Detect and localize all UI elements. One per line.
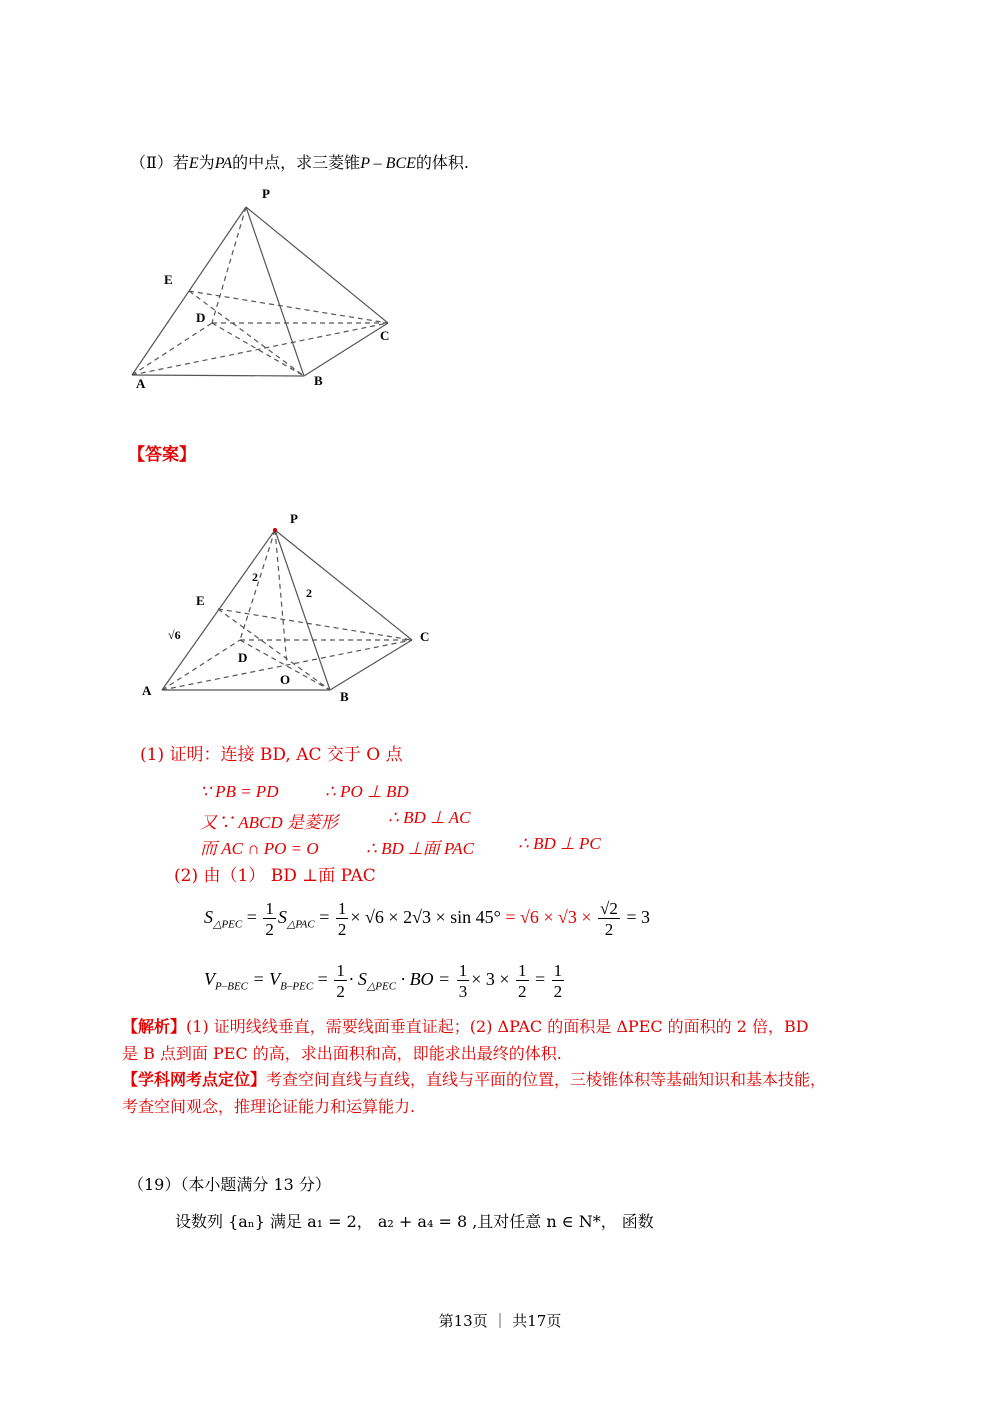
formula-area: $S_{\triangle PEC}$ = $\frac{1}{2}$ $S_{\triangle PAC}$ = $\frac{1}{2}$ × √6 × 2√3 × sin 45° = √6 × √3 × $\frac{√2}{2}$ = 3	[204, 899, 651, 939]
proof-line-4c: ∴ BD ⊥ PC	[518, 834, 601, 853]
edge-PB-length: 2	[306, 586, 312, 600]
label-B: B	[340, 689, 349, 704]
label-B: B	[314, 373, 323, 388]
proof-line-5: (2) 由（1） BD ⊥面 PAC	[174, 866, 376, 886]
analysis-line-2: 是 B 点到面 PEC 的高，求出面积和高，即能求出最终的体积.	[122, 1044, 562, 1063]
proof-line-4a: 而 AC ∩ PO = O	[200, 839, 319, 858]
label-A: A	[142, 683, 152, 698]
pyramid-figure-1	[120, 180, 420, 400]
label-P: P	[262, 186, 270, 201]
edge-EA-length: √6	[168, 628, 181, 642]
label-C: C	[420, 629, 430, 644]
proof-line-2b: ∴ PO ⊥ BD	[325, 782, 409, 801]
label-E: E	[164, 272, 173, 287]
analysis-line-1: 【解析】(1) 证明线线垂直，需要线面垂直证起；(2) ΔPAC 的面积是 ΔPEC 的面积的 2 倍，BD	[122, 1017, 809, 1036]
part2-question: （Ⅱ）若E为PA的中点，求三菱锥P – BCE的体积.	[130, 153, 469, 172]
proof-line-1: (1) 证明：连接 BD, AC 交于 O 点	[140, 745, 403, 765]
answer-header: 【答案】	[128, 445, 196, 465]
pyramid-figure-2	[130, 505, 440, 705]
position-line-2: 考查空间观念，推理论证能力和运算能力.	[122, 1097, 416, 1116]
label-P: P	[290, 511, 298, 526]
q19-heading: （19）（本小题满分 13 分）	[128, 1175, 331, 1194]
proof-line-2a: ∵ PB = PD	[200, 782, 279, 801]
proof-line-4b: ∴ BD ⊥面 PAC	[366, 839, 474, 858]
formula-volume: $V_{P-BEC} = V_{B-PEC}$ = $\frac{1}{2}$ · $S_{\triangle PEC}$ · BO = $\frac{1}{3}$ × 3 × $\frac{1}{2}$ = $\frac{1}{2}$	[204, 961, 563, 1001]
label-O: O	[280, 672, 291, 687]
proof-line-3b: ∴ BD ⊥ AC	[388, 808, 471, 827]
label-A: A	[136, 376, 146, 391]
label-E: E	[196, 593, 205, 608]
page-footer: 第13页 ｜ 共17页	[438, 1312, 562, 1330]
label-D: D	[238, 650, 248, 665]
q19-body: 设数列 {aₙ} 满足 a₁ = 2， a₂ + a₄ = 8 ,且对任意 n ∈ N*， 函数	[175, 1212, 654, 1231]
label-C: C	[380, 328, 390, 343]
position-line-1: 【学科网考点定位】考查空间直线与直线，直线与平面的位置，三棱锥体积等基础知识和基本技能，	[122, 1070, 827, 1089]
label-D: D	[196, 310, 206, 325]
proof-line-3a: 又∵ ABCD 是菱形	[200, 813, 338, 832]
edge-PD-length: 2	[252, 570, 258, 584]
